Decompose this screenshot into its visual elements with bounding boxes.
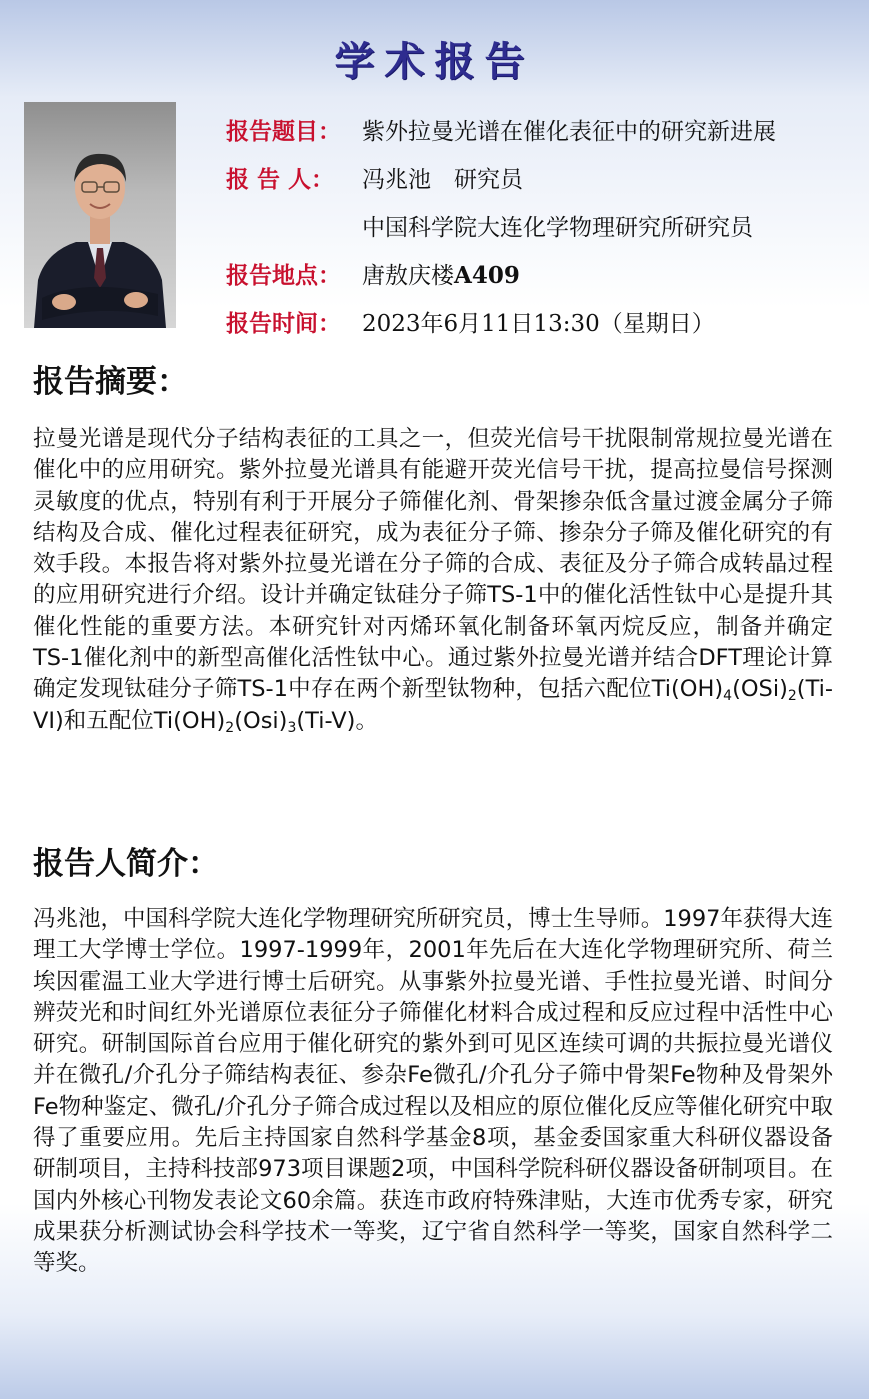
abstract-text (33, 424, 833, 737)
location-label: 报告地点： (226, 262, 341, 289)
subscript: 2 (787, 688, 797, 705)
speaker-label: 报 告 人： (226, 166, 335, 193)
formula-part: (Ti-V)。 (296, 707, 378, 734)
subscript: 3 (287, 719, 297, 736)
abstract-heading: 报告摘要： (33, 364, 188, 400)
report-info (226, 113, 866, 353)
speaker-photo (24, 102, 176, 328)
subscript: 4 (723, 688, 733, 705)
page-title: 学术报告 (334, 39, 535, 85)
topic-value: 紫外拉曼光谱在催化表征中的研究新进展 (362, 119, 776, 145)
speaker-row (226, 161, 866, 209)
formula-part: (Ti-VI)和五配位Ti(OH) (33, 676, 833, 734)
time-label: 报告时间： (226, 310, 341, 337)
bio-text: 冯兆池，中国科学院大连化学物理研究所研究员，博士生导师。1997年获得大连理工大学博士学位。1997-1999年，2001年先后在大连化学物理研究所、荷兰埃因霍温工业大学进行博士后研究。从事紫外拉曼光谱、手性拉曼光谱、时间分辨荧光和时间红外光谱原位表征分子筛催化材料合成过程和反应过程中活性中心研究。研制国际首台应用于催化研究的紫外到可见区连续可调的共振拉曼光谱仪并在微孔/介孔分子筛结构表征、参杂Fe微孔/介孔分子筛中骨架Fe物种及骨架外Fe物种鉴定、微孔/介孔分子筛合成过程以及相应的原位催化反应等催化研究中取得了重要应用。先后主持国家自然科学基金8项，基金委国家重大科研仪器设备研制项目，主持科技部973项目课题2项，中国科学院科研仪器设备研制项目。在国内外核心刊物发表论文60余篇。获连市政府特殊津贴，大连市优秀专家，研究成果获分析测试协会科学技术一等奖，辽宁省自然科学一等奖，国家自然科学二等奖。 (33, 906, 833, 1277)
subscript: 2 (225, 719, 235, 736)
location-row (226, 257, 866, 305)
time-value: 2023年6月11日13:30（星期日） (362, 311, 715, 337)
affiliation-value: 中国科学院大连化学物理研究所研究员 (362, 215, 753, 241)
abstract-main-text: 拉曼光谱是现代分子结构表征的工具之一，但荧光信号干扰限制常规拉曼光谱在催化中的应用研究。紫外拉曼光谱具有能避开荧光信号干扰，提高拉曼信号探测灵敏度的优点，特别有利于开展分子筛催化剂、骨架掺杂低含量过渡金属分子筛结构及合成、催化过程表征研究，成为表征分子筛、掺杂分子筛及催化研究的有效手段。本报告将对紫外拉曼光谱在分子筛的合成、表征及分子筛合成转晶过程的应用研究进行介绍。设计并确定钛硅分子筛TS-1中的催化活性钛中心是提升其催化性能的重要方法。本研究针对丙烯环氧化制备环氧丙烷反应，制备并确定TS-1催化剂中的新型高催化活性钛中心。通过紫外拉曼光谱并结合DFT理论计算确定发现钛硅分子筛TS-1中存在两个新型钛物种，包括六配位Ti(OH) (33, 426, 833, 703)
time-row (226, 305, 866, 353)
formula-part: (OSi) (732, 676, 788, 703)
speaker-value: 冯兆池 研究员 (362, 167, 523, 193)
formula-part: (Osi) (234, 707, 288, 734)
bio-heading: 报告人简介： (33, 846, 219, 882)
location-value: 唐敖庆楼 (362, 263, 454, 289)
location-room: A409 (454, 262, 520, 289)
affiliation-row (226, 209, 866, 257)
topic-label: 报告题目： (226, 118, 341, 145)
topic-row (226, 113, 866, 161)
